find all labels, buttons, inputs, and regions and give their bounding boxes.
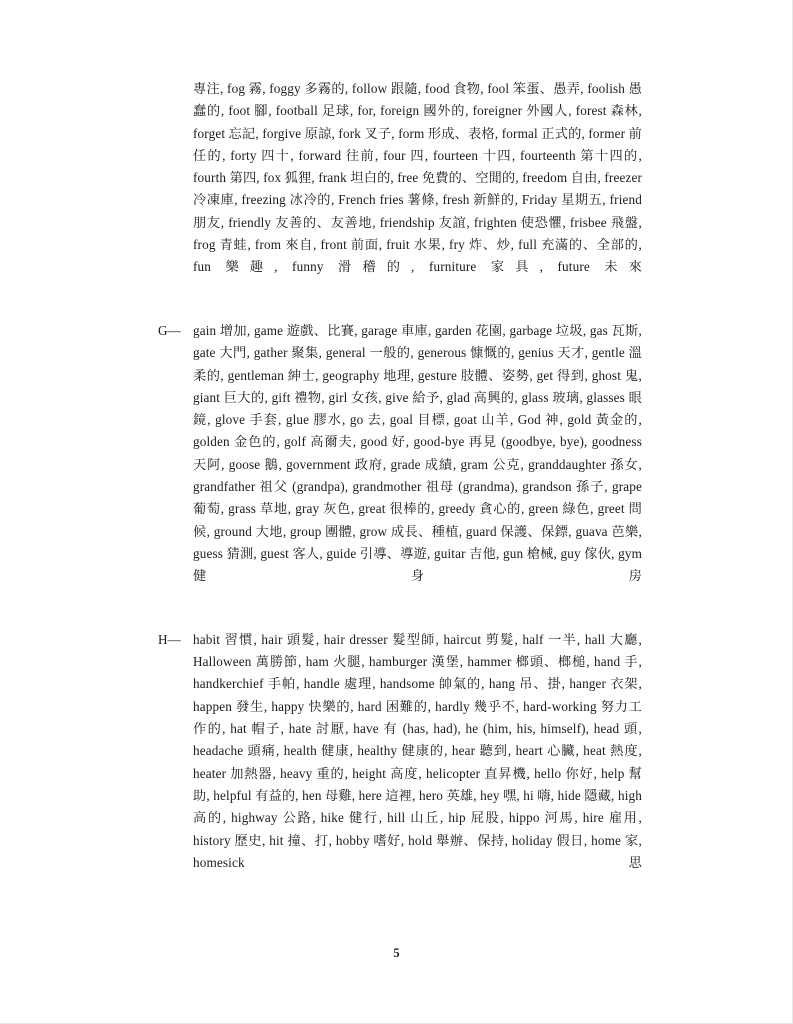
section-text-h: habit 習慣, hair 頭髮, hair dresser 髮型師, haircut 剪髮, half 一半, hall 大廳, Halloween 萬勝節, ham 火腿, hamburger 漢堡, hammer 榔頭、榔槌, hand 手, handkerchief 手帕, handle 處理, handsome 帥氣的, hang 吊、掛, hanger 衣架, happen 發生, happy 快樂的, hard 困難的, hardly 幾乎不, hard-working 努力工作的, hat 帽子, hate 討厭, have 有 (has, had), he (him, his, himself), head 頭, headache 頭痛, health 健康, healthy 健康的, hear 聽到, heart 心臟, heat 熱度, heater 加熱器, heavy 重的, height 高度, helicopter 直昇機, hello 你好, help 幫助, helpful 有益的, hen 母雞, here 這裡, hero 英雄, hey 嘿, hi 嗨, hide 隱藏, high 高的, highway 公路, hike 健行, hill 山丘, hip 屁股, hippo 河馬, hire 雇用, history 歷史, hit 撞、打, hobby 嗜好, hold 舉辦、保持, holiday 假日, home 家, homesick 思 bbox=[193, 631, 642, 870]
page-content bbox=[158, 78, 642, 896]
vocabulary-entry-g bbox=[158, 320, 642, 610]
section-label-h: H— bbox=[158, 631, 181, 647]
continuation-paragraph: 專注, fog 霧, foggy 多霧的, follow 跟隨, food 食物, fool 笨蛋、愚弄, foolish 愚蠢的, foot 腳, football 足球, for, foreign 國外的, foreigner 外國人, forest 森林, forget 忘記, forgive 原諒, fork 叉子, form 形成、表格, formal 正式的, former 前任的, forty 四十, forward 往前, four 四, fourteen 十四, fourteenth 第十四的, fourth 第四, fox 狐狸, frank 坦白的, free 免費的、空閒的, freedom 自由, freezer 冷凍庫, freezing 冰冷的, French fries 薯條, fresh 新鮮的, Friday 星期五, friend 朋友, friendly 友善的、友善地, friendship 友誼, frighten 使恐懼, frisbee 飛盤, frog 青蛙, from 來自, front 前面, fruit 水果, fry 炸、炒, full 充滿的、全部的, fun 樂趣, funny 滑稽的, furniture 家具, future 未來 bbox=[193, 81, 642, 275]
section-text-g: gain 增加, game 遊戲、比賽, garage 車庫, garden 花園, garbage 垃圾, gas 瓦斯, gate 大門, gather 聚集, general 一般的, generous 慷慨的, genius 天才, gentle 溫柔的, gentleman 紳士, geography 地理, gesture 肢體、姿勢, get 得到, ghost 鬼, giant 巨大的, gift 禮物, girl 女孩, give 給予, glad 高興的, glass 玻璃, glasses 眼鏡, glove 手套, glue 膠水, go 去, goal 目標, goat 山羊, God 神, gold 黃金的, golden 金色的, golf 高爾夫, good 好, good-bye 再見 (goodbye, bye), goodness 天阿, goose 鵝, government 政府, grade 成績, gram 公克, granddaughter 孫女, grandfather 祖父 (grandpa), grandmother 祖母 (grandma), grandson 孫子, grape 葡萄, grass 草地, gray 灰色, great 很棒的, greedy 貪心的, green 綠色, greet 問候, ground 大地, group 團體, grow 成長、種植, guard 保護、保鏢, guava 芭樂, guess 猜測, guest 客人, guide 引導、導遊, guitar 吉他, gun 槍械, guy 傢伙, gym 健身房 bbox=[193, 322, 642, 584]
page-number: 5 bbox=[393, 946, 400, 960]
section-label-g: G— bbox=[158, 322, 181, 338]
vocabulary-entry-h bbox=[158, 629, 642, 897]
